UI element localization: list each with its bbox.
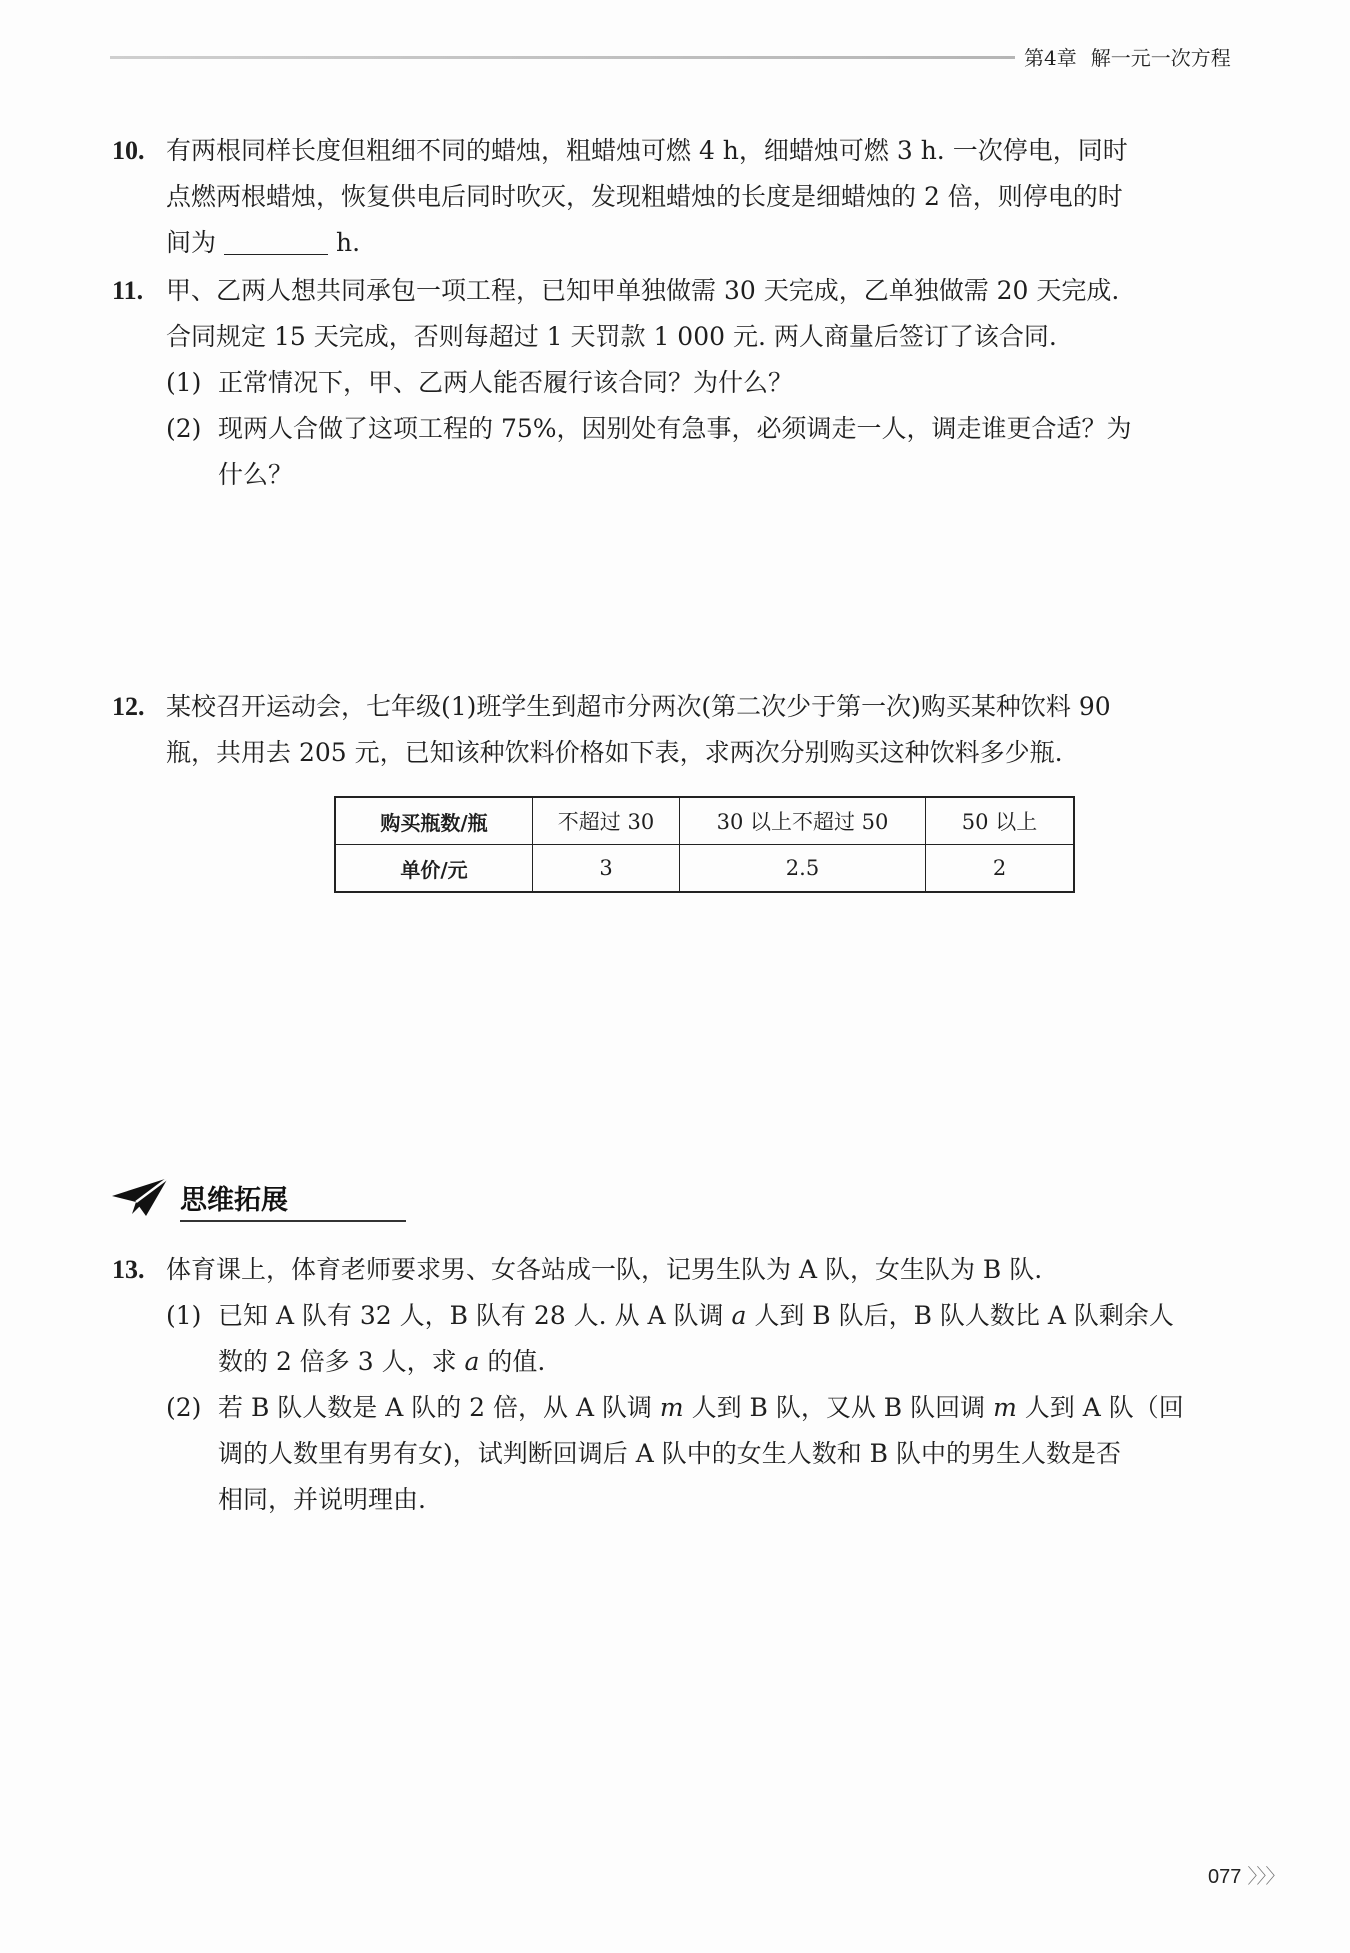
table-row <box>335 797 1074 845</box>
question-12 <box>112 684 1242 776</box>
page-number-value: 077 <box>1208 1866 1242 1888</box>
variable-a: a <box>464 1347 480 1376</box>
paper-plane-icon <box>110 1176 170 1218</box>
sub-question-text: 现两人合做了这项工程的 75%，因别处有急事，必须调走一人，调走谁更合适？为 <box>218 414 1132 443</box>
question-text: h. <box>336 228 361 257</box>
table-cell: 2 <box>926 845 1075 893</box>
header-rule <box>110 56 1015 59</box>
question-number: 10. <box>112 136 145 165</box>
sub-question-1 <box>166 1293 1242 1385</box>
sub-question-text: 调的人数里有男有女)，试判断回调后 A 队中的女生人数和 B 队中的男生人数是否 <box>218 1439 1121 1468</box>
table-cell: 不超过 30 <box>533 797 680 845</box>
sub-question-text: 人到 B 队，又从 B 队回调 <box>683 1393 994 1422</box>
sub-question-text: 什么？ <box>218 460 294 489</box>
page-number <box>1208 1860 1284 1889</box>
question-text-line: 有两根同样长度但粗细不同的蜡烛，粗蜡烛可燃 4 h，细蜡烛可燃 3 h. 一次停电，同时 <box>166 136 1128 165</box>
sub-question-text: 数的 2 倍多 3 人，求 <box>218 1347 465 1376</box>
table-cell: 50 以上 <box>926 797 1075 845</box>
chapter-label: 第4章 <box>1024 46 1077 70</box>
sub-question-2 <box>166 406 1242 498</box>
section-underline <box>180 1220 406 1222</box>
table-cell: 30 以上不超过 50 <box>680 797 926 845</box>
chapter-title: 解一元一次方程 <box>1090 46 1231 70</box>
sub-question-label: (1) <box>166 1301 202 1330</box>
sub-question-text: 正常情况下，甲、乙两人能否履行该合同？为什么？ <box>218 368 794 397</box>
question-text-line: 合同规定 15 天完成，否则每超过 1 天罚款 1 000 元. 两人商量后签订了该合同. <box>166 322 1057 351</box>
question-number: 11. <box>112 276 144 305</box>
table-cell: 2.5 <box>680 845 926 893</box>
table-header-cell: 购买瓶数/瓶 <box>335 797 533 845</box>
sub-question-label: (2) <box>166 1393 202 1422</box>
table-header-cell: 单价/元 <box>335 845 533 893</box>
answer-blank[interactable] <box>224 226 328 255</box>
question-text-line: 点燃两根蜡烛，恢复供电后同时吹灭，发现粗蜡烛的长度是细蜡烛的 2 倍，则停电的时 <box>166 182 1123 211</box>
sub-question-text: 人到 B 队后，B 队人数比 A 队剩余人 <box>746 1301 1174 1330</box>
question-text-line <box>166 220 1242 266</box>
question-text-line: 瓶，共用去 205 元，已知该种饮料价格如下表，求两次分别购买这种饮料多少瓶. <box>166 738 1063 767</box>
sub-question-text: 若 B 队人数是 A 队的 2 倍，从 A 队调 <box>218 1393 660 1422</box>
question-10 <box>112 128 1242 266</box>
sub-question-text: 的值. <box>479 1347 546 1376</box>
question-number: 13. <box>112 1255 145 1284</box>
sub-question-2 <box>166 1385 1242 1523</box>
variable-m: m <box>993 1393 1017 1422</box>
table-cell: 3 <box>533 845 680 893</box>
sub-question-1 <box>166 360 1242 406</box>
variable-a: a <box>731 1301 747 1330</box>
sub-question-text: 已知 A 队有 32 人，B 队有 28 人. 从 A 队调 <box>218 1301 732 1330</box>
question-text-line: 体育课上，体育老师要求男、女各站成一队，记男生队为 A 队，女生队为 B 队. <box>166 1255 1043 1284</box>
sub-question-text: 相同，并说明理由. <box>218 1485 426 1514</box>
chevron-right-icon: 〉〉〉 <box>1247 1866 1285 1888</box>
question-11 <box>112 268 1242 498</box>
question-number: 12. <box>112 692 145 721</box>
sub-question-label: (1) <box>166 368 202 397</box>
variable-m: m <box>659 1393 684 1422</box>
question-13 <box>112 1247 1242 1523</box>
running-header <box>1024 42 1231 71</box>
question-text: 间为 <box>166 228 217 257</box>
question-text-line: 甲、乙两人想共同承包一项工程，已知甲单独做需 30 天完成，乙单独做需 20 天完成. <box>166 276 1120 305</box>
table-row <box>335 845 1074 893</box>
sub-question-text: 人到 A 队（回 <box>1016 1393 1184 1422</box>
section-title: 思维拓展 <box>180 1185 288 1216</box>
sub-question-label: (2) <box>166 414 202 443</box>
price-table <box>334 796 1075 893</box>
question-text-line: 某校召开运动会，七年级(1)班学生到超市分两次(第二次少于第一次)购买某种饮料 90 <box>166 692 1111 721</box>
section-heading <box>110 1170 310 1226</box>
